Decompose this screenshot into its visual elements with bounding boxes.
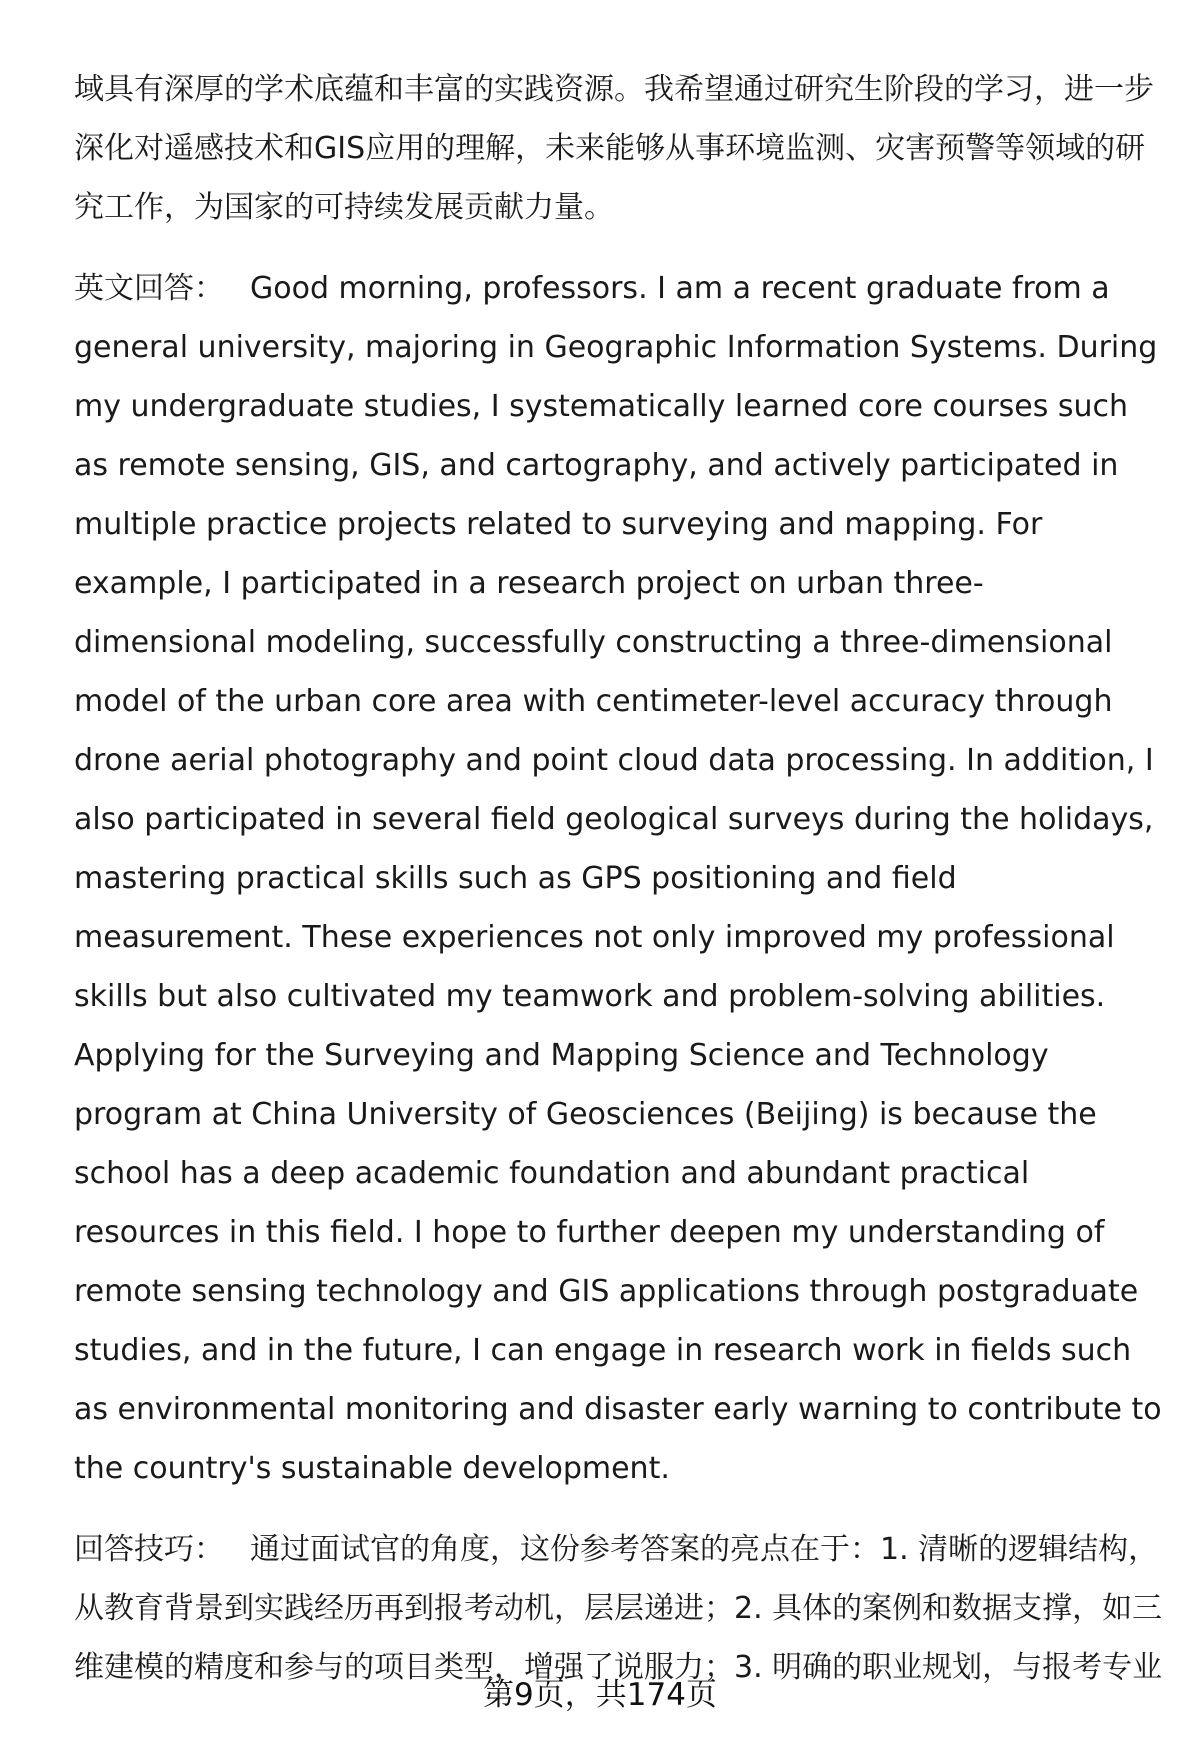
answer-tips-text: 通过面试官的角度，这份参考答案的亮点在于：1. 清晰的逻辑结构，从教育背景到实践经历再到报考动机，层层递进；2. 具体的案例和数据支撑，如三维建模的精度和参与的项目类型，增强了说服力；3. 明确的职业规划，与报考专业 bbox=[74, 1532, 1163, 1685]
document-body bbox=[74, 60, 1164, 1697]
page-indicator: 第9页，共174页 bbox=[483, 1677, 717, 1713]
english-answer-text: Good morning, professors. I am a recent graduate from a general university, majoring in Geographic Information Systems. During my undergraduate studies, I systematically learned core courses such as remote sensing, GIS, and cartography, and actively participated in multiple practice projects related to surveying and mapping. For example, I participated in a research project on urban three-dimensional modeling, successfully constructing a three-dimensional model of the urban core area with centimeter-level accuracy through drone aerial photography and point cloud data processing. In addition, I also participated in several field geological surveys during the holidays, mastering practical skills such as GPS positioning and field measurement. These experiences not only improved my professional skills but also cultivated my teamwork and problem-solving abilities. Applying for the Surveying and Mapping Science and Technology program at China University of Geosciences (Beijing) is because the school has a deep academic foundation and abundant practical resources in this field. I hope to further deepen my understanding of remote sensing technology and GIS applications through postgraduate studies, and in the future, I can engage in research work in fields such as environmental monitoring and disaster early warning to contribute to the country's sustainable development. bbox=[74, 271, 1162, 1486]
page-footer bbox=[0, 1675, 1200, 1715]
english-answer-label: 英文回答： bbox=[74, 271, 224, 306]
answer-tips-label: 回答技巧： bbox=[74, 1532, 224, 1567]
paragraph-english-answer bbox=[74, 259, 1164, 1498]
paragraph-intro-cn: 域具有深厚的学术底蕴和丰富的实践资源。我希望通过研究生阶段的学习，进一步深化对遥感技术和GIS应用的理解，未来能够从事环境监测、灾害预警等领域的研究工作，为国家的可持续发展贡献力量。 bbox=[74, 72, 1154, 225]
paragraph-answer-tips bbox=[74, 1520, 1164, 1697]
